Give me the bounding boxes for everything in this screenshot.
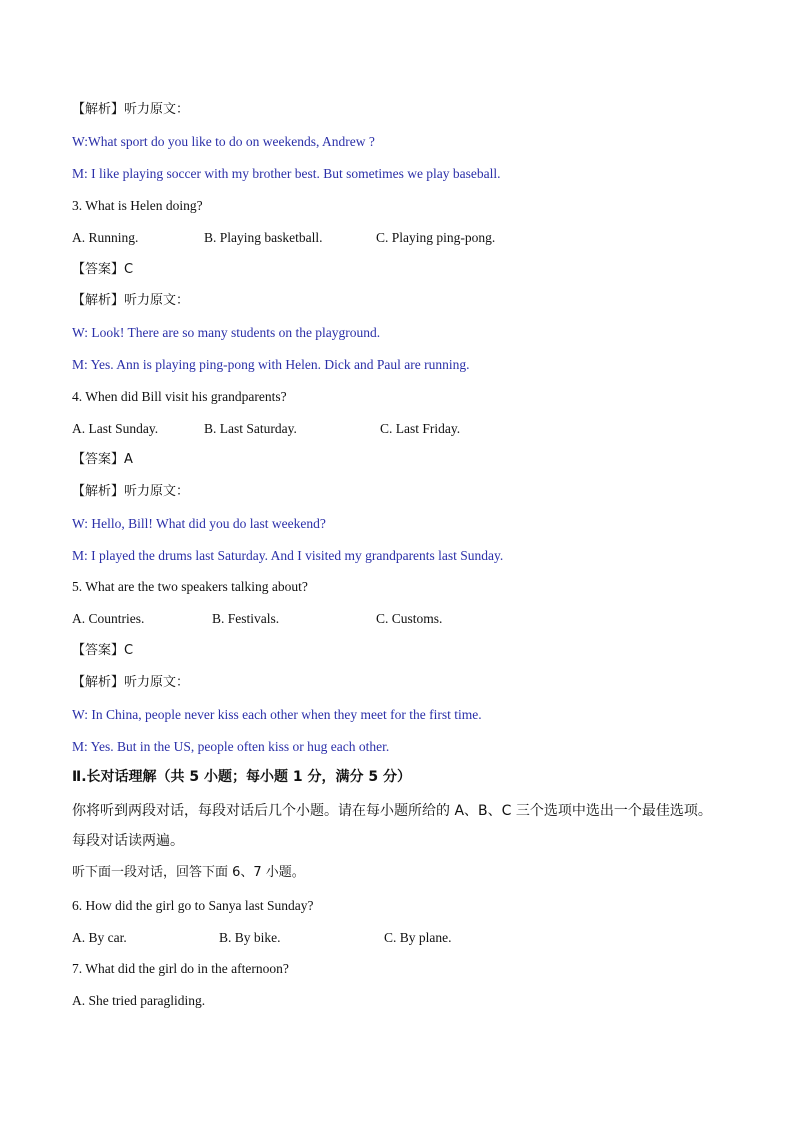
question-7: 7. What did the girl do in the afternoon? bbox=[72, 961, 289, 976]
analysis-label: 【解析】听力原文： bbox=[72, 102, 190, 117]
question-3: 3. What is Helen doing? bbox=[72, 198, 203, 213]
answer-label: 【答案】C bbox=[72, 643, 134, 658]
transcript-line: M: I played the drums last Saturday. And I visited my grandparents last Sunday. bbox=[72, 548, 504, 563]
option-a: A. Running. bbox=[72, 230, 139, 245]
option-b: B. Festivals. bbox=[212, 611, 280, 626]
option-c: C. Customs. bbox=[376, 611, 443, 626]
transcript-line: W: In China, people never kiss each other when they meet for the first time. bbox=[72, 707, 482, 722]
answer-label: 【答案】A bbox=[72, 452, 133, 467]
option-c: C. Last Friday. bbox=[380, 421, 461, 436]
analysis-label: 【解析】听力原文： bbox=[72, 484, 190, 499]
answer-label: 【答案】C bbox=[72, 262, 134, 277]
transcript-line: W:What sport do you like to do on weekends, Andrew ? bbox=[72, 134, 375, 149]
option-a: A. Last Sunday. bbox=[72, 421, 159, 436]
option-b: B. Playing basketball. bbox=[204, 230, 323, 245]
transcript-line: M: I like playing soccer with my brother best. But sometimes we play baseball. bbox=[72, 166, 501, 181]
sub-instruction: 听下面一段对话，回答下面 6、7 小题。 bbox=[72, 865, 305, 880]
option-c: C. Playing ping-pong. bbox=[376, 230, 496, 245]
option-a: A. By car. bbox=[72, 930, 127, 945]
question-6: 6. How did the girl go to Sanya last Sunday? bbox=[72, 898, 314, 913]
question-4: 4. When did Bill visit his grandparents? bbox=[72, 389, 287, 404]
transcript-line: M: Yes. Ann is playing ping-pong with Helen. Dick and Paul are running. bbox=[72, 357, 470, 372]
transcript-line: M: Yes. But in the US, people often kiss or hug each other. bbox=[72, 739, 390, 754]
option-a: A. Countries. bbox=[72, 611, 145, 626]
analysis-label: 【解析】听力原文： bbox=[72, 293, 190, 308]
question-5: 5. What are the two speakers talking about? bbox=[72, 579, 308, 594]
option-b: B. Last Saturday. bbox=[204, 421, 297, 436]
analysis-label: 【解析】听力原文： bbox=[72, 675, 190, 690]
section-heading: Ⅱ.长对话理解（共 5 小题；每小题 1 分，满分 5 分） bbox=[72, 769, 412, 785]
option-b: B. By bike. bbox=[219, 930, 281, 945]
section-instructions: 你将听到两段对话，每段对话后几个小题。请在每小题所给的 A、B、C 三个选项中选出一个最佳选项。每段对话读两遍。 bbox=[72, 803, 712, 849]
option-c: C. By plane. bbox=[384, 930, 452, 945]
transcript-line: W: Hello, Bill! What did you do last weekend? bbox=[72, 516, 326, 531]
option-a: A. She tried paragliding. bbox=[72, 993, 206, 1008]
transcript-line: W: Look! There are so many students on the playground. bbox=[72, 325, 381, 340]
